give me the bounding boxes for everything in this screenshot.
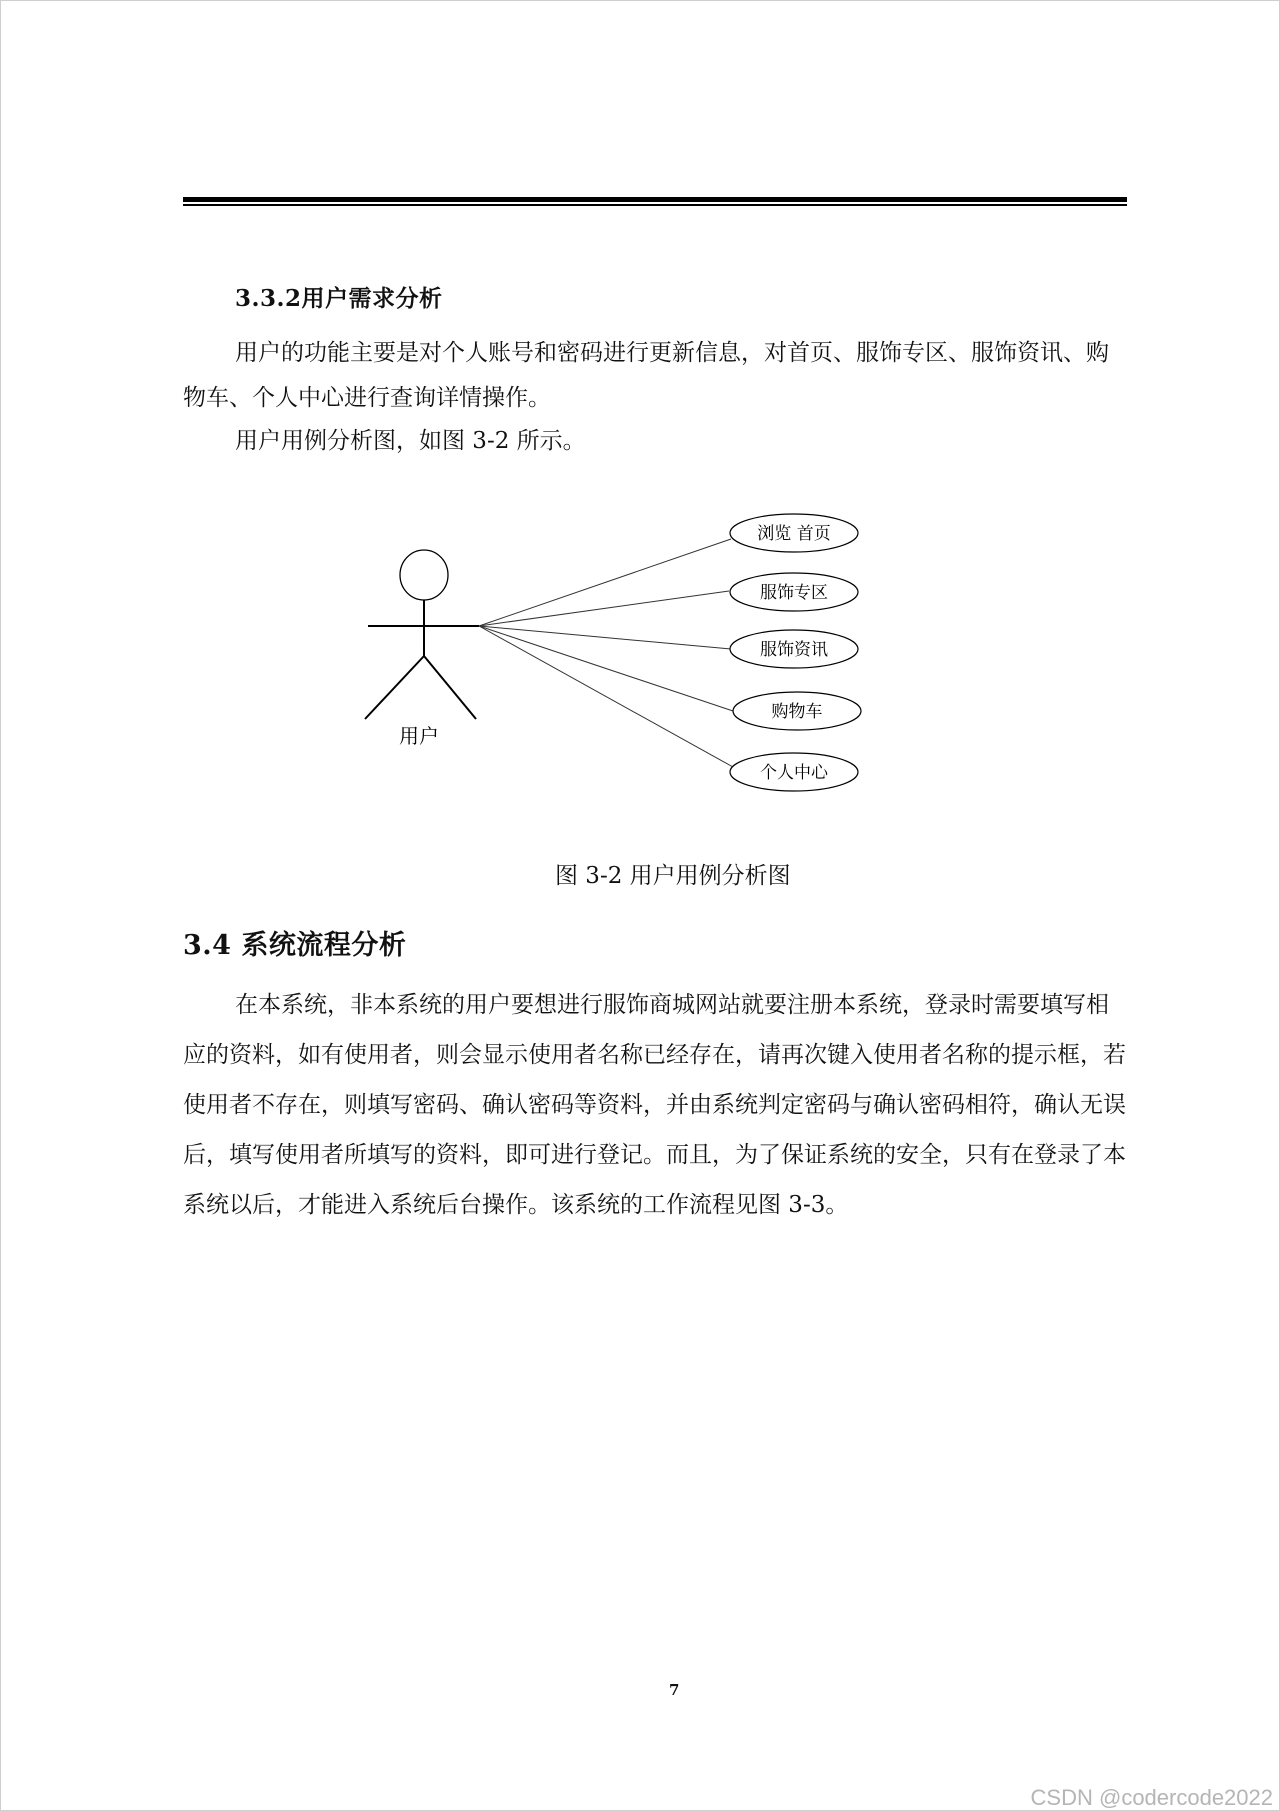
header-rule-thin [183,204,1127,206]
association-lines [479,539,733,767]
use-case-browse-home [730,514,858,552]
svg-text:购物车: 购物车 [771,702,823,722]
actor-label: 用户 [399,724,439,748]
svg-text:服饰资讯: 服饰资讯 [760,640,828,660]
actor-stick-figure-icon [365,550,479,719]
svg-text:浏览 首页: 浏览 首页 [757,524,831,544]
use-case-clothing-zone [730,573,858,611]
use-case-clothing-news [730,630,858,668]
section-heading-3-3-2: 3.3.2用户需求分析 [235,285,443,312]
watermark: CSDN @codercode2022 [1030,1785,1273,1810]
paragraph-user-functions: 用户的功能主要是对个人账号和密码进行更新信息，对首页、服饰专区、服饰资讯、购物车、个人中心进行查询详情操作。 [183,340,1109,411]
paragraph-figure-reference: 用户用例分析图，如图 3-2 所示。 [235,428,586,454]
use-case-diagram [351,501,951,801]
use-case-personal-center [730,753,858,791]
section-heading-3-4: 3.4 系统流程分析 [183,930,407,961]
header-rule [183,197,1127,206]
header-rule-thick [183,197,1127,202]
svg-text:个人中心: 个人中心 [760,763,828,783]
paragraph-system-flow: 在本系统，非本系统的用户要想进行服饰商城网站就要注册本系统，登录时需要填写相应的资料，如有使用者，则会显示使用者名称已经存在，请再次键入使用者名称的提示框，若使用者不存在，则填写密码、确认密码等资料，并由系统判定密码与确认密码相符，确认无误后，填写使用者所填写的资料，即可进行登记。而且，为了保证系统的安全，只有在登录了本系统以后，才能进入系统后台操作。该系统的工作流程见图 3-3。 [183,992,1126,1218]
page-number: 7 [669,1681,680,1699]
figure-caption: 图 3-2 用户用例分析图 [555,863,791,889]
use-case-shopping-cart [733,692,861,730]
svg-text:服饰专区: 服饰专区 [760,583,828,603]
